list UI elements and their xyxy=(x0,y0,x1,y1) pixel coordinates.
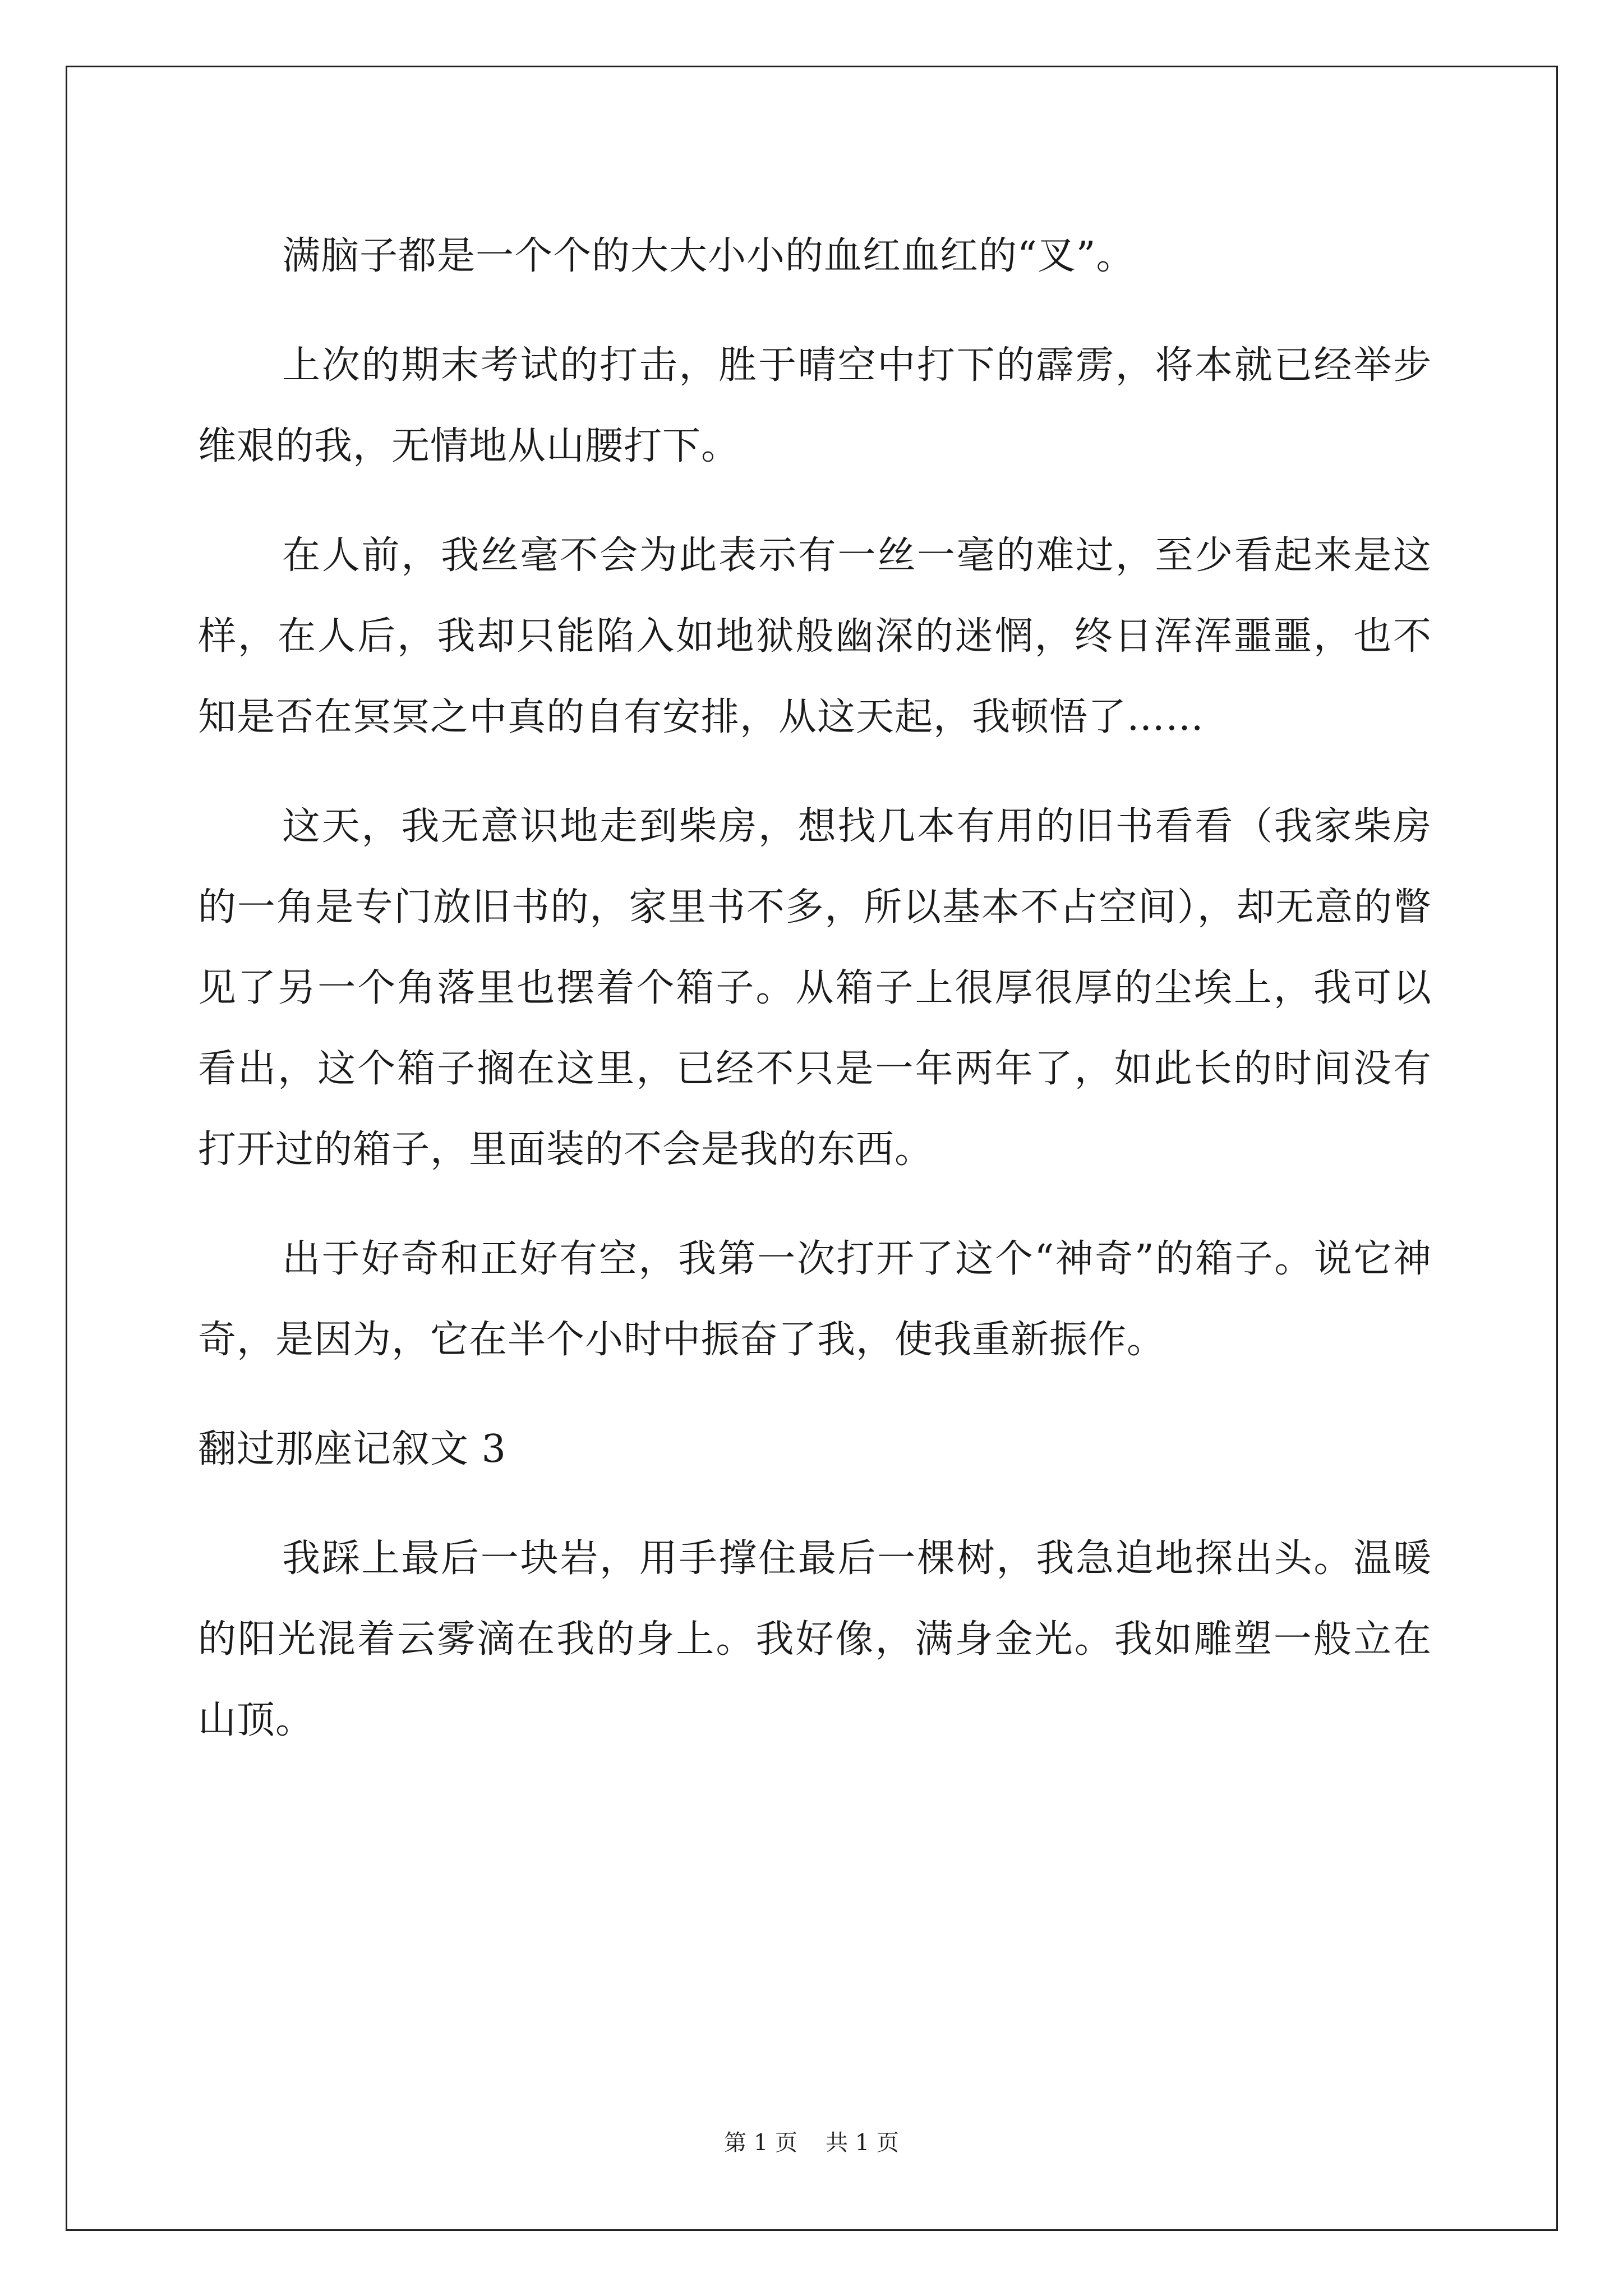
section-title: 翻过那座记叙文 3 xyxy=(198,1427,506,1471)
page-total: 共 1 页 xyxy=(826,2130,899,2156)
paragraph: 出于好奇和正好有空，我第一次打开了这个“神奇”的箱子。说它神奇，是因为，它在半个小时中振奋了我，使我重新振作。 xyxy=(198,1237,1432,1362)
paragraph: 在人前，我丝毫不会为此表示有一丝一毫的难过，至少看起来是这样，在人后，我却只能陷入如地狱般幽深的迷惘，终日浑浑噩噩，也不知是否在冥冥之中真的自有安排，从这天起，我顿悟了…… xyxy=(198,533,1432,739)
page-footer xyxy=(0,2129,1623,2157)
page-number: 第 1 页 xyxy=(724,2130,797,2156)
paragraph: 这天，我无意识地走到柴房，想找几本有用的旧书看看（我家柴房的一角是专门放旧书的，家里书不多，所以基本不占空间），却无意的瞥见了另一个角落里也摆着个箱子。从箱子上很厚很厚的尘埃上，我可以看出，这个箱子搁在这里，已经不只是一年两年了，如此长的时间没有打开过的箱子，里面装的不会是我的东西。 xyxy=(198,804,1432,1172)
paragraph: 我踩上最后一块岩，用手撑住最后一棵树，我急迫地探出头。温暖的阳光混着云雾滴在我的身上。我好像，满身金光。我如雕塑一般立在山顶。 xyxy=(198,1536,1432,1742)
paragraph: 满脑子都是一个个的大大小小的血红血红的“叉”。 xyxy=(282,234,1135,278)
paragraph: 上次的期末考试的打击，胜于晴空中打下的霹雳，将本就已经举步维艰的我，无情地从山腰打下。 xyxy=(198,343,1432,468)
document-body xyxy=(198,216,1432,1789)
